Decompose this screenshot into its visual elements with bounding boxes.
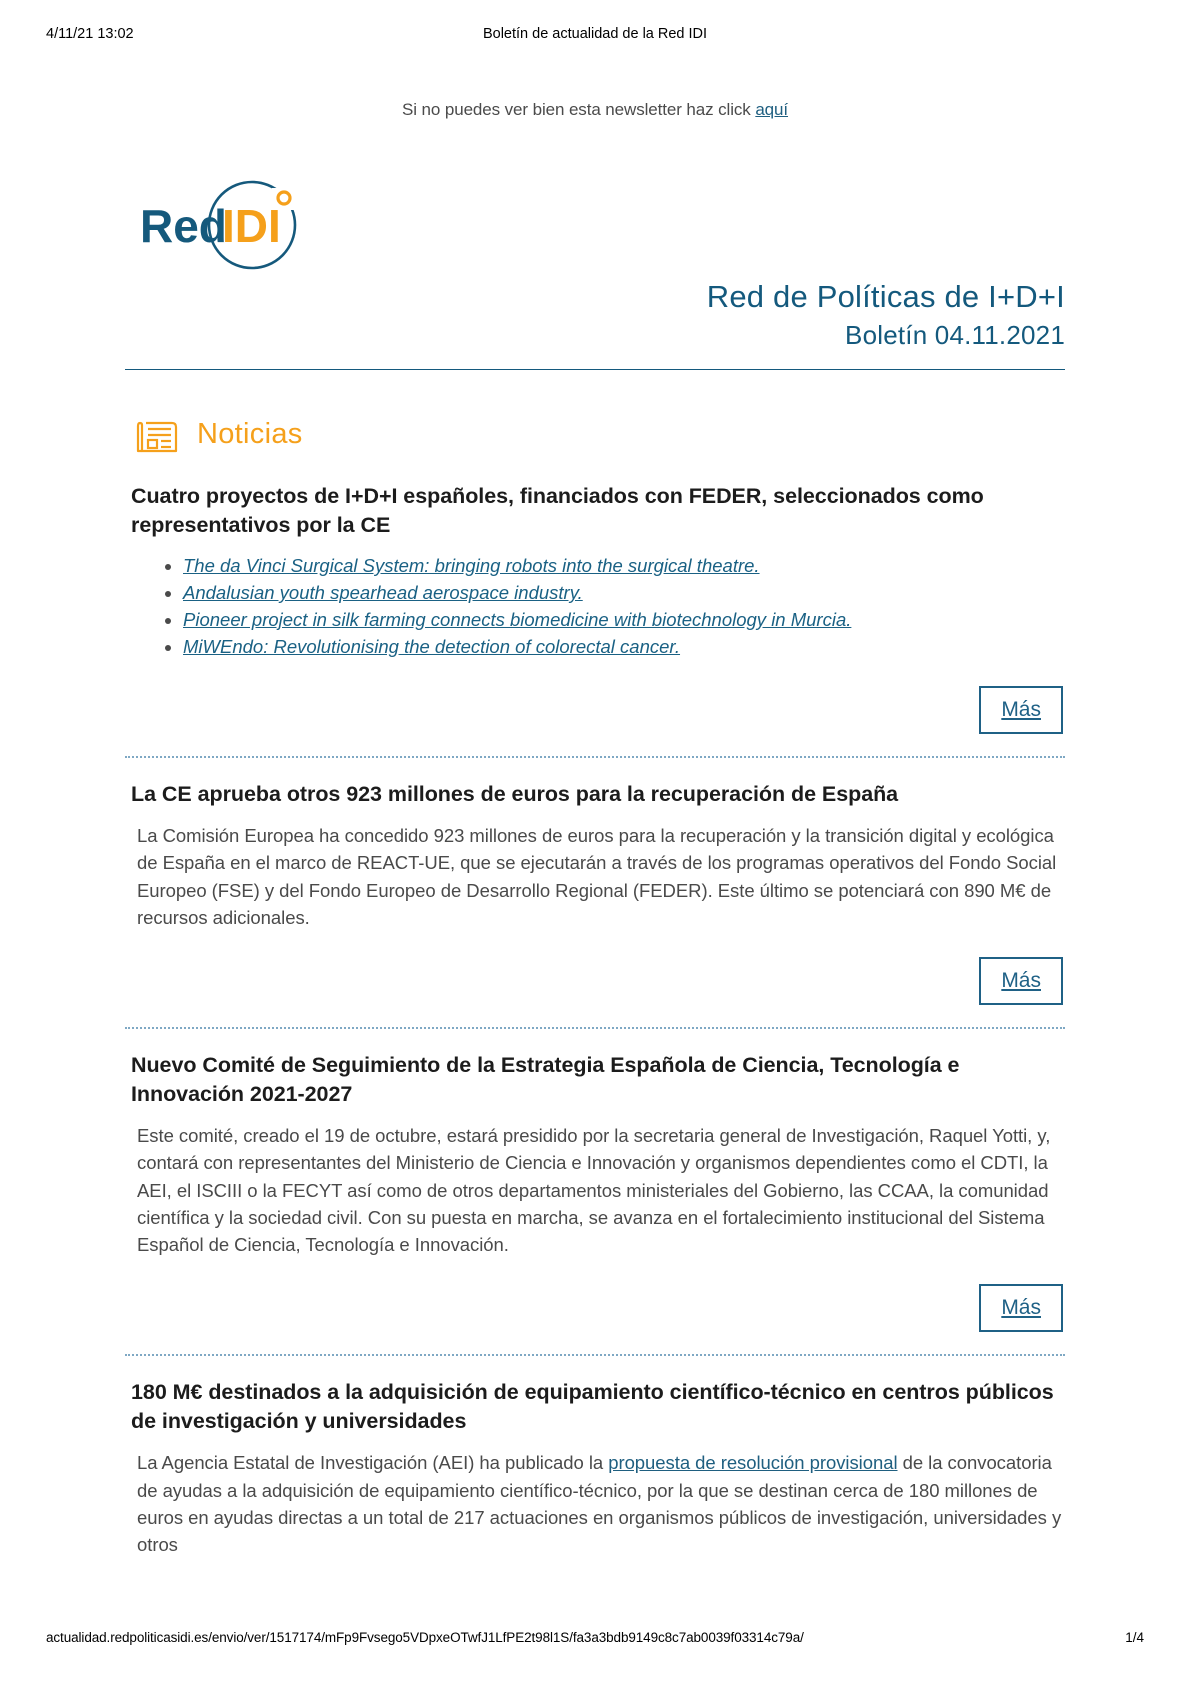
print-footer-url: actualidad.redpoliticasidi.es/envio/ver/1517174/mFp9Fvsego5VDpxeOTwfJ1LfPE2t98l1S/fa3a3bdb9149c8c7ab0039f03314c79a/: [46, 1630, 804, 1645]
more-button[interactable]: Más: [979, 686, 1063, 734]
article-inline-link[interactable]: propuesta de resolución provisional: [608, 1452, 898, 1474]
article-separator: [125, 1354, 1065, 1356]
newsletter-content: [125, 80, 1065, 1558]
article-title: 180 M€ destinados a la adquisición de equipamiento científico-técnico en centros públicos de investigación y universidades: [131, 1380, 1054, 1433]
article-item: [125, 780, 1065, 1005]
view-online-text: Si no puedes ver bien esta newsletter haz click: [401, 100, 756, 119]
article-item: [125, 1051, 1065, 1332]
list-item: [183, 580, 1063, 606]
masthead-divider: [125, 369, 1065, 370]
list-item: [183, 553, 1063, 579]
article-body: [131, 1449, 1063, 1558]
print-header-date: 4/11/21 13:02: [46, 26, 134, 42]
masthead-title: Red de Políticas de I+D+I: [706, 279, 1065, 314]
print-header-title: Boletín de actualidad de la Red IDI: [482, 26, 708, 42]
print-footer: [0, 1630, 1190, 1648]
more-row: [131, 1284, 1063, 1332]
list-item: [183, 634, 1063, 660]
more-button[interactable]: Más: [979, 957, 1063, 1005]
redidi-logo: [132, 170, 332, 280]
article-item: [125, 1378, 1065, 1558]
article-link[interactable]: Pioneer project in silk farming connects biomedicine with biotechnology in Murcia.: [183, 608, 852, 630]
article-title: La CE aprueba otros 923 millones de euros para la recuperación de España: [131, 781, 899, 806]
print-footer-page-number: 1/4: [1125, 1630, 1144, 1645]
article-link[interactable]: Andalusian youth spearhead aerospace industry.: [183, 582, 583, 604]
section-label: Noticias: [197, 418, 303, 451]
article-item: [125, 482, 1065, 734]
masthead: [125, 276, 1065, 353]
article-body-tail: de la convocatoria de ayudas a la adquisición de equipamiento científico-técnico, por la que se destinan cerca de 180 millones de euros en ayudas directas a un total de 217 actuaciones en organismos públicos de investigación, universidades y otros: [137, 1452, 1062, 1555]
article-link[interactable]: The da Vinci Surgical System: bringing robots into the surgical theatre.: [183, 555, 760, 577]
article-separator: [125, 1027, 1065, 1029]
article-separator: [125, 756, 1065, 758]
more-row: [131, 686, 1063, 734]
section-header-noticias: [135, 414, 1065, 456]
article-title: Cuatro proyectos de I+D+I españoles, financiados con FEDER, seleccionados como representativos por la CE: [131, 483, 984, 537]
view-online-notice: [125, 80, 1065, 120]
article-title: Nuevo Comité de Seguimiento de la Estrategia Española de Ciencia, Tecnología e Innovación 2021-2027: [131, 1053, 960, 1106]
list-item: [183, 607, 1063, 633]
more-button[interactable]: Más: [979, 1284, 1063, 1332]
svg-text:IDI: IDI: [222, 200, 281, 252]
article-link[interactable]: MiWEndo: Revolutionising the detection of colorectal cancer.: [183, 635, 681, 657]
article-body-lead: La Agencia Estatal de Investigación (AEI) ha publicado la: [137, 1452, 609, 1474]
article-link-list: [131, 553, 1063, 660]
logo-area: [125, 160, 1065, 280]
article-body: La Comisión Europea ha concedido 923 millones de euros para la recuperación y la transición digital y ecológica de España en el marco de REACT-UE, que se ejecutarán a través de los programas operativos del Fondo Social Europeo (FSE) y del Fondo Europeo de Desarrollo Regional (FEDER). Este último se potenciará con 890 M€ de recursos adicionales.: [137, 825, 1057, 928]
article-body: Este comité, creado el 19 de octubre, estará presidido por la secretaria general de Investigación, Raquel Yotti, y, contará con representantes del Ministerio de Ciencia e Innovación y organismos dependientes como el CDTI, la AEI, el ISCIII o la FECYT así como de otros departamentos ministeriales del Gobierno, las CCAA, la comunidad científica y la sociedad civil. Con su puesta en marcha, se avanza en el fortalecimiento institucional del Sistema Español de Ciencia, Tecnología e Innovación.: [137, 1125, 1051, 1255]
newspaper-icon: [135, 414, 181, 456]
masthead-subtitle: Boletín 04.11.2021: [845, 319, 1065, 350]
print-header: [0, 26, 1190, 44]
more-row: [131, 957, 1063, 1005]
view-online-link[interactable]: aquí: [755, 100, 789, 119]
svg-text:Red: Red: [140, 200, 227, 252]
